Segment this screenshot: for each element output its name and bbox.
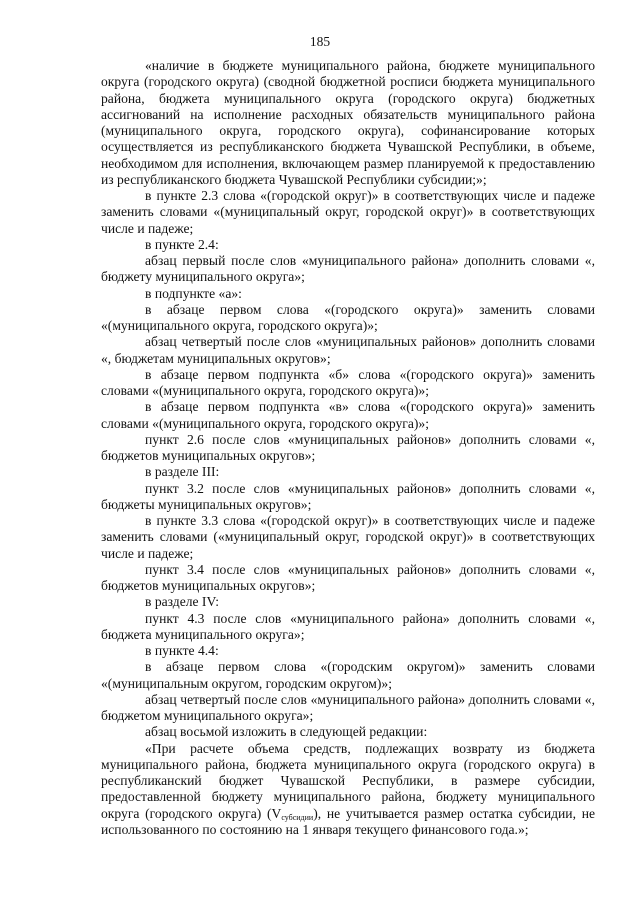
document-body (101, 58, 595, 838)
paragraph-final (101, 741, 595, 839)
paragraph-2: в пункте 2.3 слова «(городской округ)» в соответствующих числе и падеже заменить словами «(муниципальный округ, городской округ)» в соответствующих числе и падеже; (101, 188, 595, 236)
final-text-after: ), не учитывается размер остатка субсидии, не использованного по состоянию на 1 января текущего финансового года.»; (101, 805, 595, 837)
paragraph-11: в разделе III: (145, 464, 220, 480)
paragraph-20: абзац восьмой изложить в следующей редакции: (145, 724, 428, 740)
paragraph-15: в разделе IV: (145, 594, 220, 610)
paragraph-10: пункт 2.6 после слов «муниципальных районов» дополнить словами «, бюджетов муниципальных округов»; (101, 431, 595, 463)
paragraph-18: в абзаце первом слова «(городским округом)» заменить словами «(муниципальным округом, городским округом)»; (101, 659, 595, 691)
paragraph-14: пункт 3.4 после слов «муниципальных районов» дополнить словами «, бюджетов муниципальных округов»; (101, 561, 595, 593)
paragraph-7: абзац четвертый после слов «муниципальных районов» дополнить словами «, бюджетам муниципальных округов»; (101, 334, 595, 366)
page-number: 185 (309, 34, 331, 49)
final-text-before: «При расчете объема средств, подлежащих возврату из бюджета муниципального района, бюджета муниципального округа (городского округа) в республиканский бюджет Чувашской Республики, в размере субсидии, предоставленной бюджету муниципального района, бюджету муниципального округа (городского округа) (V (101, 740, 595, 821)
paragraph-16: пункт 4.3 после слов «муниципального района» дополнить словами «, бюджета муниципального округа»; (101, 610, 595, 642)
paragraph-17: в пункте 4.4: (145, 643, 219, 658)
paragraph-1: «наличие в бюджете муниципального района, бюджете муниципального округа (городского округа) (сводной бюджетной росписи бюджета муниципального района, бюджета муниципального округа (городского округа) бюджетных ассигнований на исполнение расходных обязательств муниципального района (муниципального округа, городского округа), софинансирование которых осуществляется из республиканского бюджета Чувашской Республики, в объеме, необходимом для исполнения, включающем размер планируемой к предоставлению из республиканского бюджета Чувашской Республики субсидии;»; (101, 58, 595, 187)
paragraph-9: в абзаце первом подпункта «в» слова «(городского округа)» заменить словами «(муниципального округа, городского округа)»; (101, 399, 595, 431)
paragraph-5: в подпункте «а»: (145, 285, 242, 301)
paragraph-3: в пункте 2.4: (145, 236, 219, 252)
paragraph-12: пункт 3.2 после слов «муниципальных районов» дополнить словами «, бюджеты муниципальных округов»; (101, 480, 595, 512)
paragraph-19: абзац четвертый после слов «муниципального района» дополнить словами «, бюджетом муниципального округа»; (101, 691, 595, 723)
paragraph-8: в абзаце первом подпункта «б» слова «(городского округа)» заменить словами «(муниципального округа, городского округа)»; (101, 366, 595, 398)
paragraph-4: абзац первый после слов «муниципального района» дополнить словами «, бюджету муниципального округа»; (101, 253, 595, 285)
paragraph-13: в пункте 3.3 слова «(городской округ)» в соответствующих числе и падеже заменить словами («муниципальный округ, городской округ)» в соответствующих числе и падеже; (101, 513, 595, 561)
paragraph-6: в абзаце первом слова «(городского округа)» заменить словами «(муниципального округа, городского округа)»; (101, 301, 595, 333)
subscript-subsidii: субсидии (281, 812, 314, 822)
